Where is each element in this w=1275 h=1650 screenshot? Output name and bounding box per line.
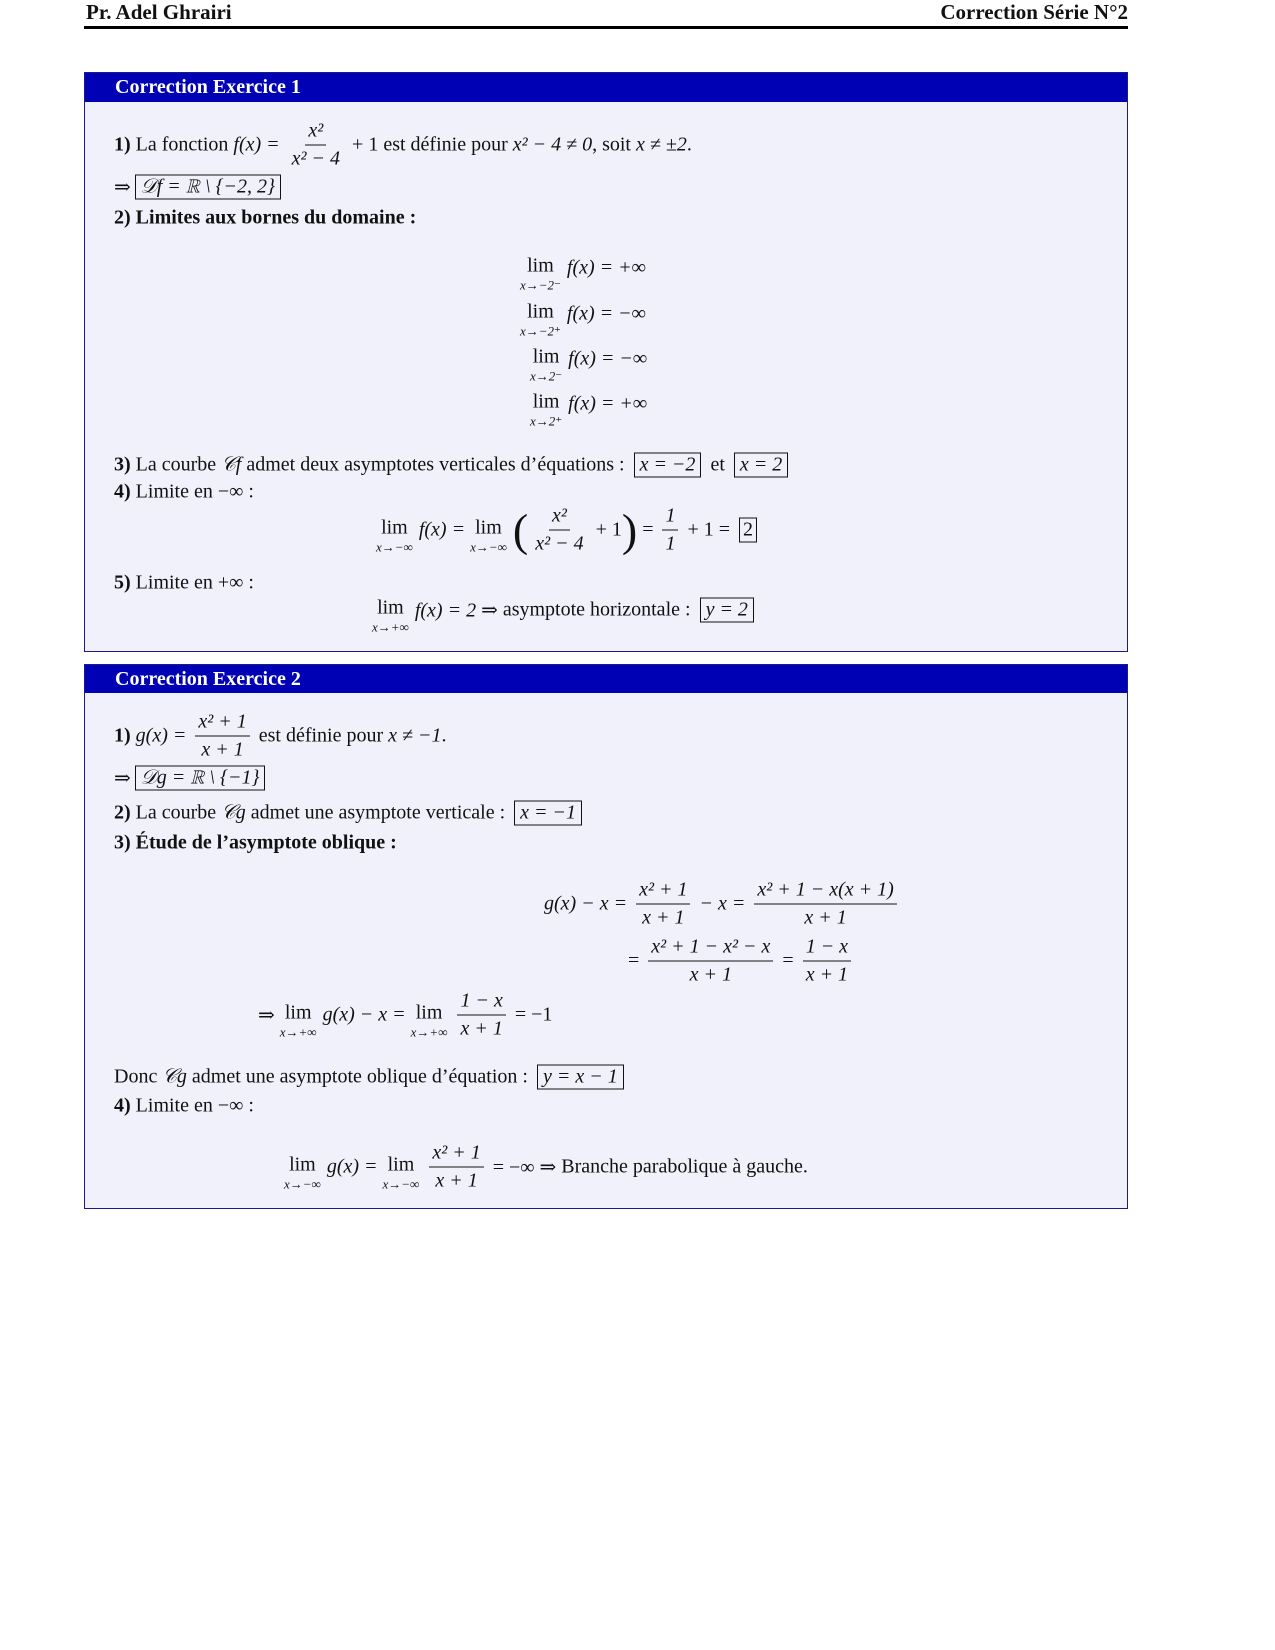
lim-sub: x→+∞ [372, 619, 409, 635]
text: Limite en +∞ : [130, 571, 254, 594]
denominator: x + 1 [642, 906, 685, 929]
implies-icon: ⇒ [114, 767, 131, 790]
lim-sub: x→−∞ [376, 539, 413, 555]
ex1-q4-equation [376, 505, 761, 556]
numerator: x² + 1 − x(x + 1) [754, 879, 896, 905]
text: La courbe [130, 801, 222, 824]
text: asymptote horizontale : [502, 598, 696, 621]
ex1-q4 [114, 481, 254, 504]
q-number: 2) [114, 801, 131, 824]
q-number: 1) [114, 133, 131, 156]
text: . [686, 133, 692, 156]
lim [376, 517, 413, 556]
asymptote-result: x = 2 [734, 453, 788, 478]
text: admet une asymptote oblique d’équation : [186, 1065, 533, 1088]
numerator: x² [549, 505, 570, 531]
fraction [754, 879, 896, 930]
lim-word: lim [289, 1153, 316, 1176]
numerator: 1 [662, 505, 678, 531]
ex2-q3-line2 [628, 936, 855, 987]
lim [372, 597, 409, 636]
math: = [777, 949, 799, 972]
lim-word: lim [475, 516, 502, 539]
ex1-q2-heading [114, 207, 416, 230]
math: = −1 [509, 1003, 553, 1026]
lim-sub: x→−∞ [382, 1176, 420, 1192]
ex1-q1 [114, 120, 692, 171]
numerator: x² + 1 [195, 711, 249, 737]
text: La courbe [130, 453, 222, 476]
paren: ( [512, 504, 529, 555]
math: = [628, 949, 645, 972]
lim-sub: x→+∞ [410, 1024, 448, 1040]
ex1-q5 [114, 572, 254, 595]
math: g(x) = [326, 1155, 383, 1178]
lim-word: lim [377, 596, 404, 619]
numerator: 1 − x [457, 990, 505, 1016]
lim-sub: x→−∞ [284, 1176, 321, 1192]
implies-icon: ⇒ [114, 176, 131, 199]
text: Limite en −∞ : [130, 1094, 254, 1117]
math: x ≠ −1 [388, 724, 442, 747]
ex1-domain [114, 175, 285, 200]
header-title: Correction Série N°2 [940, 0, 1128, 24]
ex2-q3-heading [114, 832, 397, 855]
limit-row [520, 295, 646, 339]
math: f(x) = +∞ [568, 392, 648, 415]
ex2-conclusion [114, 1065, 628, 1090]
fraction [648, 936, 773, 987]
math: f(x) = 2 ⇒ [414, 599, 503, 622]
limit-result: 2 [739, 518, 757, 543]
q-number: 5) [114, 571, 131, 594]
fraction [662, 505, 678, 556]
q-number: 4) [114, 480, 131, 503]
lim [470, 517, 507, 556]
math: − x = [694, 892, 751, 915]
lim-sub: x→2⁺ [530, 413, 563, 429]
denominator: 1 [665, 532, 676, 555]
fraction [429, 1142, 483, 1193]
ex2-q3-limit [258, 990, 552, 1041]
math: = −∞ ⇒ [487, 1156, 562, 1179]
text: + 1 est définie pour [347, 133, 513, 156]
denominator: x + 1 [804, 906, 847, 929]
ex1-q3 [114, 453, 792, 478]
paren: ) [621, 504, 638, 555]
implies-icon: ⇒ [258, 1004, 280, 1027]
domain-result: 𝒟g = ℝ \ {−1} [135, 766, 266, 791]
domain-result: 𝒟f = ℝ \ {−2, 2} [135, 175, 281, 200]
denominator: x + 1 [460, 1017, 503, 1040]
denominator: x + 1 [201, 738, 244, 761]
asymptote-result: y = x − 1 [537, 1065, 624, 1090]
math: f(x) = −∞ [566, 302, 646, 325]
math: + 1 [590, 518, 622, 541]
text: . [441, 724, 447, 747]
denominator: x + 1 [805, 963, 849, 986]
fraction [532, 505, 586, 556]
text: est définie pour [253, 724, 389, 747]
ex2-domain [114, 766, 269, 791]
lim-sub: x→−2⁻ [520, 277, 561, 293]
math: 𝒞g [221, 801, 246, 824]
math: = [637, 518, 659, 541]
math: f(x) = −∞ [568, 347, 648, 370]
q-number: 2) [114, 206, 131, 229]
heading: Limites aux bornes du domaine : [130, 206, 417, 229]
lim-word: lim [387, 1153, 415, 1176]
limit-row [520, 249, 646, 293]
limit-row [530, 385, 648, 429]
fraction [457, 990, 505, 1041]
lim-sub: x→−∞ [470, 539, 507, 555]
lim-word: lim [415, 1001, 443, 1024]
ex2-q2 [114, 801, 586, 826]
q-number: 4) [114, 1094, 131, 1117]
text: Limite en −∞ : [130, 480, 254, 503]
text: Branche parabolique à gauche. [561, 1155, 808, 1178]
lim [284, 1154, 321, 1193]
lim-sub: x→+∞ [279, 1024, 317, 1040]
text: La fonction [130, 133, 234, 156]
numerator: 1 − x [803, 936, 851, 962]
q-number: 1) [114, 724, 131, 747]
ex2-q4-equation [284, 1142, 808, 1193]
denominator: x + 1 [689, 963, 733, 986]
q-number: 3) [114, 453, 131, 476]
numerator: x² + 1 [429, 1142, 483, 1168]
text: admet une asymptote verticale : [245, 801, 511, 824]
denominator: x² − 4 [535, 532, 584, 555]
asymptote-result: x = −2 [634, 453, 702, 478]
text: , soit [592, 133, 636, 156]
lim [280, 1002, 317, 1041]
numerator: x² + 1 [636, 879, 690, 905]
math: + 1 = [682, 518, 736, 541]
numerator: x² + 1 − x² − x [648, 936, 773, 962]
header-rule [84, 26, 1128, 29]
numerator: x² [305, 120, 326, 146]
lim-word: lim [381, 516, 408, 539]
limit-row [530, 340, 648, 384]
lim-sub: x→2⁻ [530, 368, 563, 384]
math: g(x) − x = [544, 892, 633, 915]
heading: Étude de l’asymptote oblique : [130, 831, 397, 854]
ex2-q1 [114, 711, 447, 762]
math: 𝒞f [221, 453, 242, 476]
asymptote-result: x = −1 [514, 801, 582, 826]
denominator: x² − 4 [291, 147, 341, 170]
fraction [195, 711, 249, 762]
lim-sub: x→−2⁺ [520, 323, 561, 339]
exercise-2-title: Correction Exercice 2 [85, 665, 1127, 693]
ex2-q3-line1 [544, 879, 901, 930]
asymptote-result: y = 2 [700, 598, 754, 623]
lim: lim x→−2⁻ [520, 254, 561, 293]
lim: lim x→2⁺ [530, 390, 563, 429]
text: et [705, 453, 730, 476]
math: 𝒞g [162, 1065, 187, 1088]
text: admet deux asymptotes verticales d’équations : [241, 453, 630, 476]
text: Donc [114, 1065, 163, 1088]
fraction [289, 120, 343, 171]
ex1-q5-equation [372, 591, 758, 635]
exercise-1-title: Correction Exercice 1 [85, 73, 1127, 102]
math: f(x) = [233, 133, 285, 156]
lim [411, 1002, 448, 1041]
header-author: Pr. Adel Ghrairi [86, 0, 232, 24]
math: g(x) = [130, 724, 192, 747]
denominator: x + 1 [435, 1169, 478, 1192]
lim-word: lim [284, 1001, 312, 1024]
lim: lim x→−2⁺ [520, 300, 561, 339]
lim: lim x→2⁻ [530, 345, 563, 384]
fraction [803, 936, 851, 987]
lim [383, 1154, 420, 1193]
q-number: 3) [114, 831, 131, 854]
math: f(x) = +∞ [566, 256, 646, 279]
math: x² − 4 ≠ 0 [512, 133, 593, 156]
math: g(x) − x = [322, 1003, 411, 1026]
math: x ≠ ±2 [636, 133, 687, 156]
fraction [636, 879, 690, 930]
math: f(x) = [418, 518, 471, 541]
ex2-q4 [114, 1095, 254, 1118]
